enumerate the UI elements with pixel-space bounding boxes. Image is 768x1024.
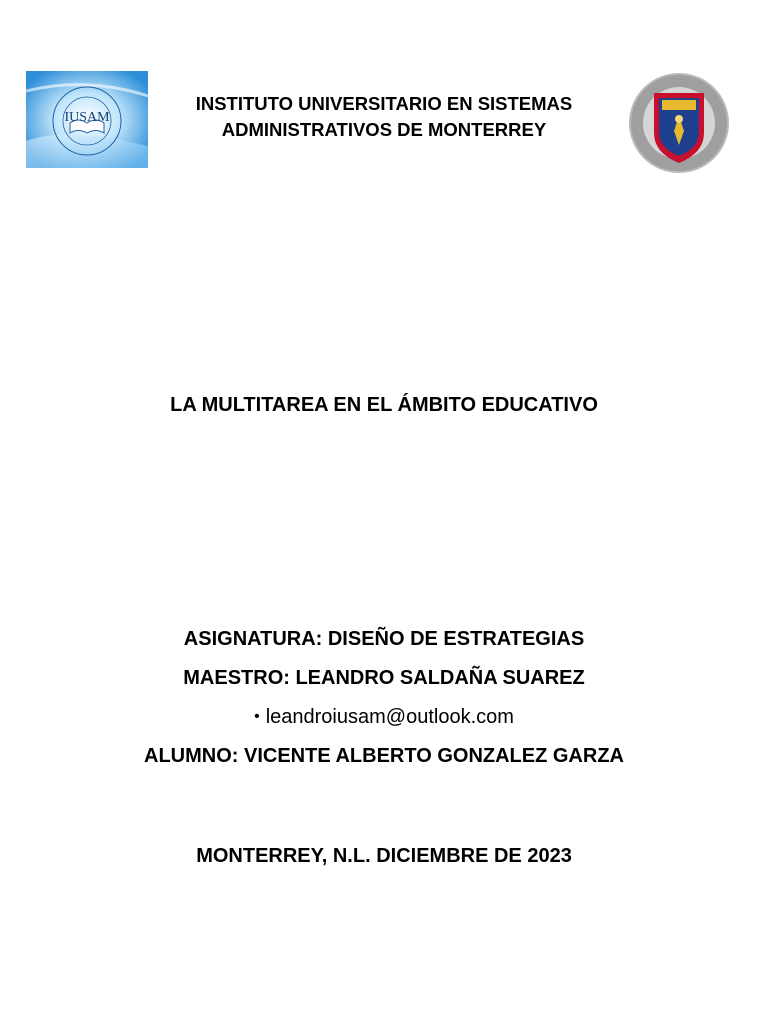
institution-name xyxy=(160,91,608,143)
iusam-logo-text: IUSAM xyxy=(64,110,110,125)
place-and-date: MONTERREY, N.L. DICIEMBRE DE 2023 xyxy=(196,845,572,867)
email-line xyxy=(0,704,768,730)
uanl-seal-logo xyxy=(628,71,730,176)
teacher-email[interactable]: leandroiusam@outlook.com xyxy=(265,706,514,728)
uanl-ring-text: · · · xyxy=(675,78,683,83)
teacher-line: MAESTRO: LEANDRO SALDAÑA SUAREZ xyxy=(183,667,585,689)
student-line: ALUMNO: VICENTE ALBERTO GONZALEZ GARZA xyxy=(144,745,624,767)
institution-line-2: ADMINISTRATIVOS DE MONTERREY xyxy=(221,119,547,140)
iusam-logo xyxy=(26,71,148,168)
bullet-icon: • xyxy=(254,708,260,725)
institution-line-1: INSTITUTO UNIVERSITARIO EN SISTEMAS xyxy=(195,93,573,114)
document-details xyxy=(0,626,768,782)
subject-line: ASIGNATURA: DISEÑO DE ESTRATEGIAS xyxy=(183,628,585,650)
document-title: LA MULTITAREA EN EL ÁMBITO EDUCATIVO xyxy=(170,394,598,416)
